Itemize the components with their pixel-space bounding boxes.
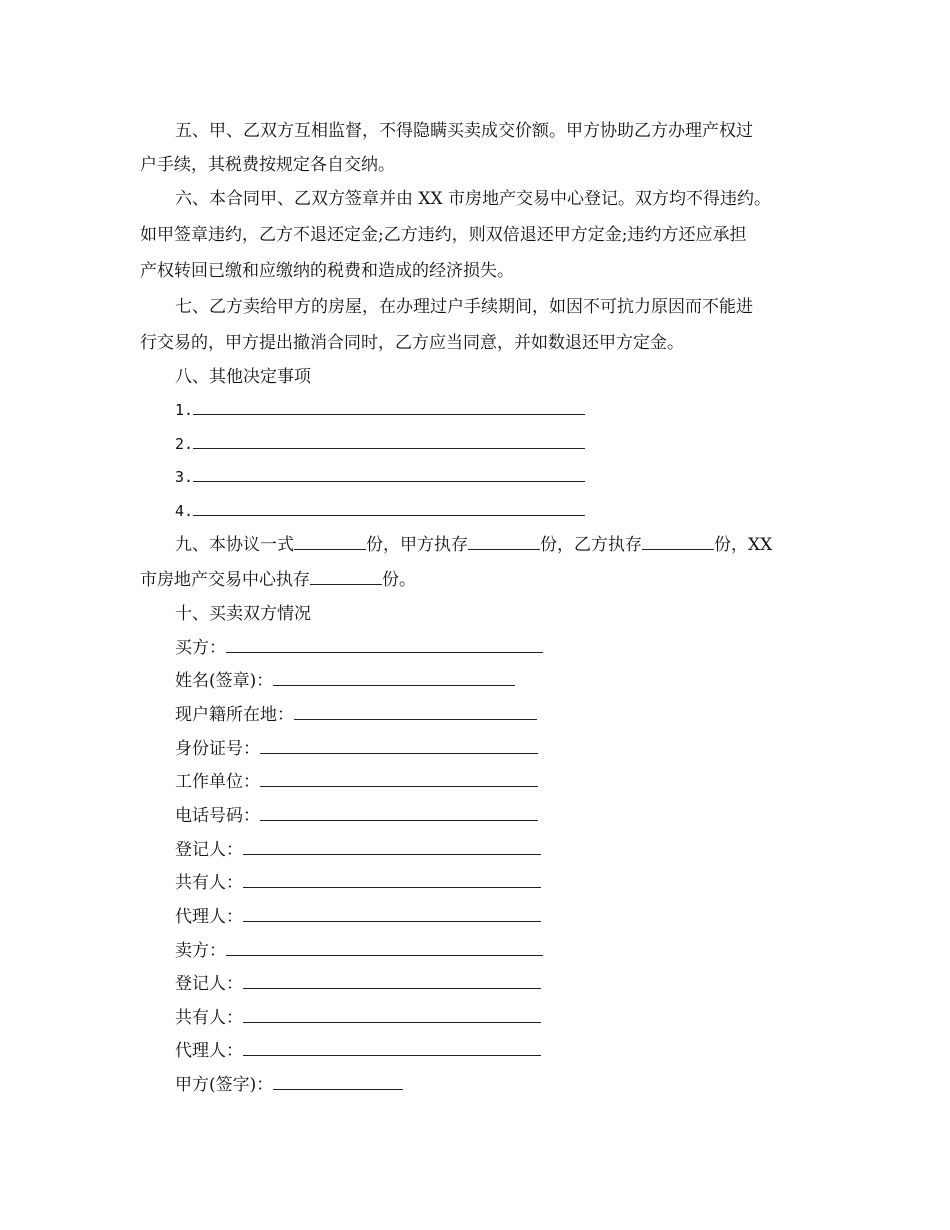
- field-blank[interactable]: [243, 973, 541, 989]
- item-number: 3.: [175, 468, 194, 486]
- clause9-text-f: 份。: [382, 570, 416, 590]
- field-blank[interactable]: [294, 704, 537, 720]
- copies-total-blank[interactable]: [294, 534, 366, 550]
- field-label: 现户籍所在地：: [175, 705, 294, 725]
- field-blank[interactable]: [243, 1040, 541, 1056]
- other-item-4[interactable]: [175, 500, 585, 522]
- field-seller[interactable]: [175, 940, 543, 962]
- field-label: 身份证号：: [175, 739, 260, 759]
- field-agent[interactable]: [175, 906, 541, 928]
- field-label: 登记人：: [175, 840, 243, 860]
- field-id-number[interactable]: [175, 738, 538, 760]
- field-blank[interactable]: [226, 637, 543, 653]
- field-residence[interactable]: [175, 704, 537, 726]
- field-blank[interactable]: [260, 738, 538, 754]
- clause8-title: 八、其他决定事项: [175, 367, 311, 387]
- field-blank[interactable]: [243, 872, 541, 888]
- field-blank[interactable]: [273, 1074, 403, 1090]
- clause9-line1: [175, 534, 772, 556]
- field-party-a-signature[interactable]: [175, 1074, 403, 1096]
- field-label: 甲方(签字)：: [175, 1075, 274, 1095]
- field-seller-agent[interactable]: [175, 1040, 541, 1062]
- field-blank[interactable]: [260, 771, 538, 787]
- blank-line[interactable]: [193, 433, 585, 449]
- clause5-line1: 五、甲、乙双方互相监督，不得隐瞒买卖成交价额。甲方协助乙方办理产权过: [175, 121, 753, 141]
- field-label: 姓名(签章)：: [175, 671, 274, 691]
- field-blank[interactable]: [273, 670, 515, 686]
- blank-line[interactable]: [193, 399, 585, 415]
- other-item-1[interactable]: [175, 399, 585, 421]
- copies-center-blank[interactable]: [310, 569, 382, 585]
- clause7-line2: 行交易的，甲方提出撤消合同时，乙方应当同意，并如数退还甲方定金。: [140, 333, 684, 353]
- field-registrant[interactable]: [175, 839, 541, 861]
- field-blank[interactable]: [243, 839, 541, 855]
- field-co-owner[interactable]: [175, 872, 541, 894]
- clause9-text-c: 份，乙方执存: [540, 535, 642, 555]
- field-label: 买方：: [175, 638, 226, 658]
- field-label: 卖方：: [175, 941, 226, 961]
- field-label: 代理人：: [175, 1041, 243, 1061]
- blank-line[interactable]: [193, 466, 585, 482]
- field-label: 工作单位：: [175, 772, 260, 792]
- blank-line[interactable]: [193, 500, 585, 516]
- field-blank[interactable]: [226, 940, 543, 956]
- field-blank[interactable]: [243, 1007, 541, 1023]
- field-buyer[interactable]: [175, 637, 543, 659]
- clause9-text-d: 份，XX: [714, 535, 773, 555]
- field-label: 登记人：: [175, 974, 243, 994]
- clause6-line3: 产权转回已缴和应缴纳的税费和造成的经济损失。: [140, 261, 514, 281]
- other-item-2[interactable]: [175, 433, 585, 455]
- field-label: 共有人：: [175, 873, 243, 893]
- field-label: 共有人：: [175, 1008, 243, 1028]
- clause6-line2: 如甲签章违约，乙方不退还定金;乙方违约，则双倍退还甲方定金;违约方还应承担: [140, 225, 747, 245]
- field-label: 电话号码：: [175, 806, 260, 826]
- field-name-seal[interactable]: [175, 670, 515, 692]
- clause9-text-b: 份，甲方执存: [366, 535, 468, 555]
- clause7-line1: 七、乙方卖给甲方的房屋，在办理过户手续期间，如因不可抗力原因而不能进: [175, 297, 753, 317]
- copies-party-b-blank[interactable]: [642, 534, 714, 550]
- other-item-3[interactable]: [175, 466, 585, 488]
- field-seller-registrant[interactable]: [175, 973, 541, 995]
- clause9-line2: [140, 569, 416, 591]
- clause6-line1: 六、本合同甲、乙双方签章并由 XX 市房地产交易中心登记。双方均不得违约。: [175, 189, 772, 209]
- field-blank[interactable]: [243, 906, 541, 922]
- item-number: 1.: [175, 401, 194, 419]
- clause5-line2: 户手续，其税费按规定各自交纳。: [140, 155, 395, 175]
- field-work-unit[interactable]: [175, 771, 538, 793]
- clause9-text-e: 市房地产交易中心执存: [140, 570, 310, 590]
- item-number: 2.: [175, 435, 194, 453]
- item-number: 4.: [175, 502, 194, 520]
- field-seller-co-owner[interactable]: [175, 1007, 541, 1029]
- copies-party-a-blank[interactable]: [468, 534, 540, 550]
- clause9-text-a: 九、本协议一式: [175, 535, 294, 555]
- clause10-title: 十、买卖双方情况: [175, 604, 311, 624]
- field-phone[interactable]: [175, 805, 538, 827]
- field-blank[interactable]: [260, 805, 538, 821]
- field-label: 代理人：: [175, 907, 243, 927]
